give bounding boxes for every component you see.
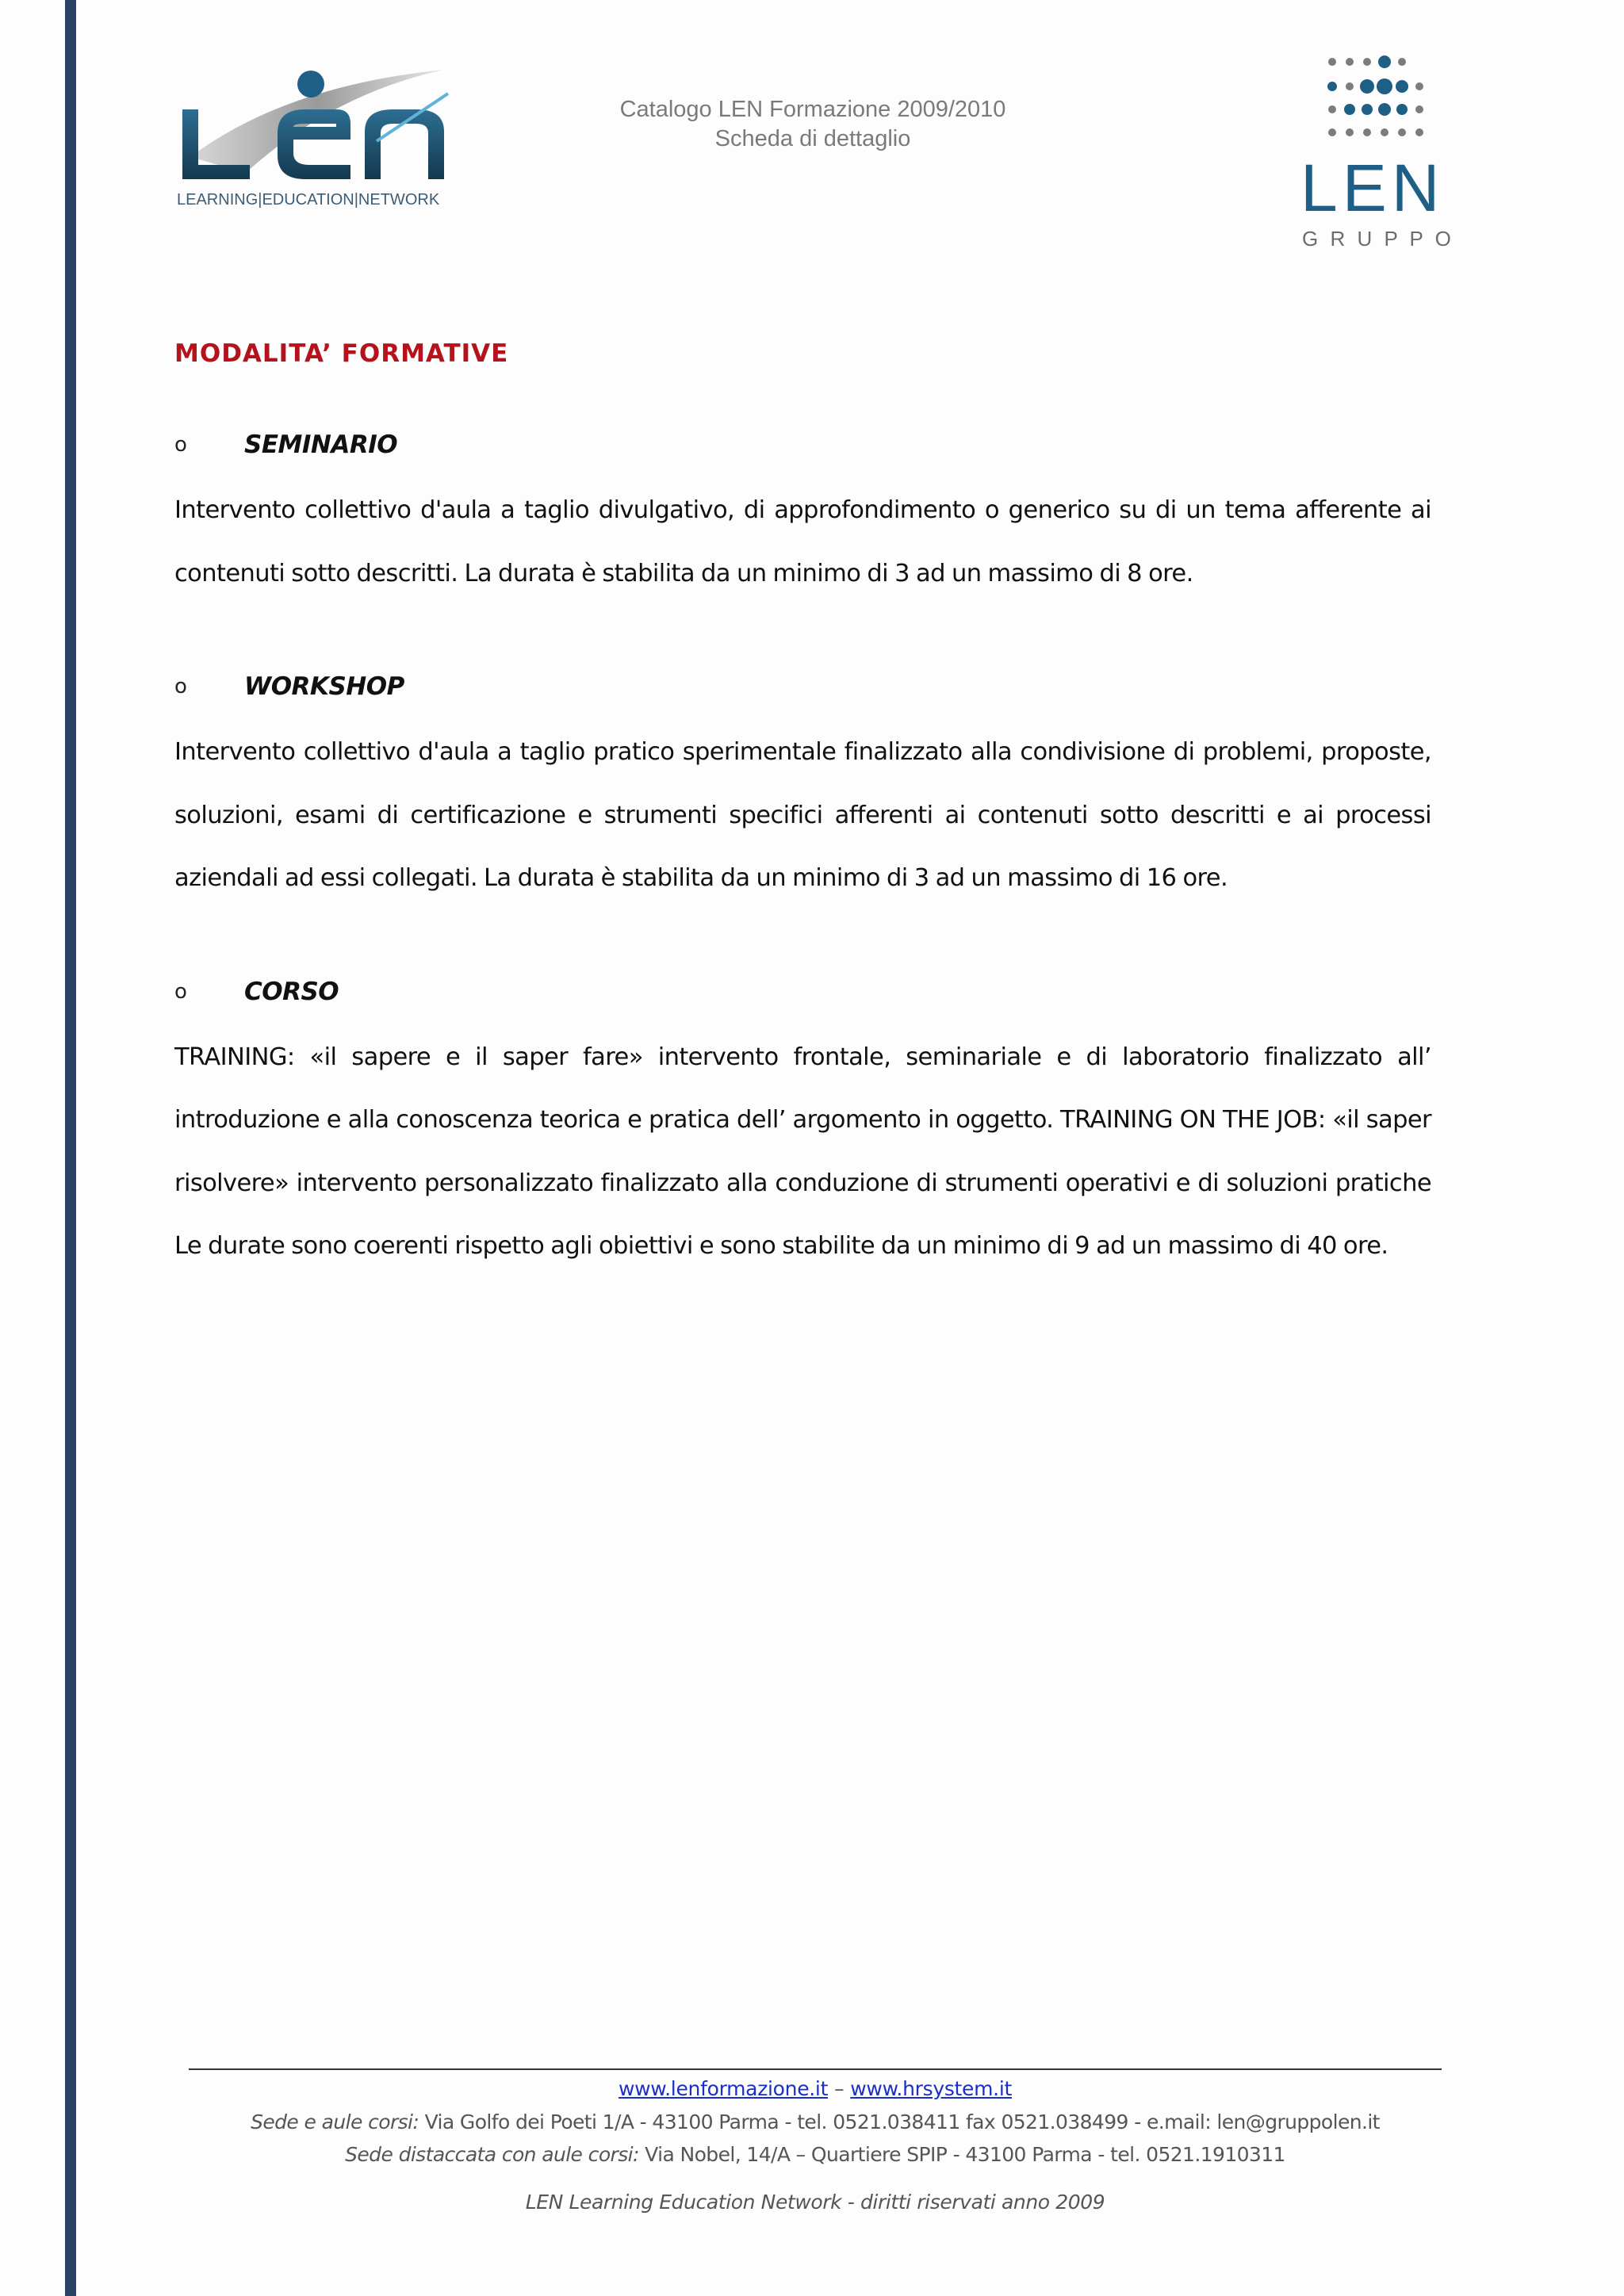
catalog-subtitle: Scheda di dettaglio — [714, 126, 911, 151]
item-title: WORKSHOP — [244, 672, 404, 701]
len-gruppo-logo — [1293, 52, 1475, 258]
len-learning-logo — [174, 62, 460, 212]
footer-divider — [189, 2068, 1442, 2070]
item-title: SEMINARIO — [244, 430, 398, 459]
lenformazione-link[interactable]: www.lenformazione.it — [619, 2077, 829, 2100]
document-header — [508, 95, 1118, 154]
item-description: Intervento collettivo d'aula a taglio pratico sperimentale finalizzato alla condivisione di problemi, proposte, soluzioni, esami di certificazione e strumenti specifici afferenti ai contenuti sotto descritti e ai processi aziendali ad essi collegati. La durata è stabilita da un minimo di 3 ad un massimo di 16 ore. — [174, 738, 1431, 892]
list-item — [174, 972, 1431, 1278]
link-separator: – — [834, 2077, 845, 2100]
item-title: CORSO — [244, 977, 339, 1006]
left-margin-bar — [65, 0, 76, 2296]
circle-bullet-icon: o — [174, 979, 187, 1004]
gruppo-logo-name: LEN — [1300, 151, 1445, 225]
footer-address-main: Sede e aule corsi: Via Golfo dei Poeti 1/A - 43100 Parma - tel. 0521.038411 fax 0521.038499 - e.mail: len@gruppolen.it — [251, 2110, 1380, 2133]
item-description: Intervento collettivo d'aula a taglio divulgativo, di approfondimento o generico su di un tema afferente ai contenuti sotto descritti. La durata è stabilita da un minimo di 3 ad un massimo di 8 ore. — [174, 496, 1431, 587]
section-title: MODALITA’ FORMATIVE — [174, 339, 509, 368]
footer-address-branch: Sede distaccata con aule corsi: Via Nobel, 14/A – Quartiere SPIP - 43100 Parma - tel. 0521.1910311 — [345, 2143, 1285, 2166]
catalog-title: Catalogo LEN Formazione 2009/2010 — [619, 97, 1006, 122]
circle-bullet-icon: o — [174, 433, 187, 457]
circle-bullet-icon: o — [174, 675, 187, 698]
gruppo-logo-sub: G R U P P O — [1302, 227, 1454, 251]
list-item — [174, 425, 1431, 605]
footer-rights: LEN Learning Education Network - diritti riservati anno 2009 — [525, 2191, 1105, 2214]
hrsystem-link[interactable]: www.hrsystem.it — [850, 2077, 1012, 2100]
main-content — [174, 339, 1431, 1278]
page-footer — [189, 2072, 1442, 2218]
item-description: TRAINING: «il sapere e il saper fare» intervento frontale, seminariale e di laboratorio finalizzato all’ introduzione e alla conoscenza teorica e pratica dell’ argomento in oggetto. TRAINING ON THE JOB: «il saper risolvere» intervento personalizzato finalizzato alla conduzione di strumenti operativi e di soluzioni pratiche Le durate sono coerenti rispetto agli obiettivi e sono stabilite da un minimo di 9 ad un massimo di 40 ore. — [174, 1043, 1431, 1260]
list-item — [174, 667, 1431, 910]
len-logo-caption: LEARNING|EDUCATION|NETWORK — [177, 191, 440, 209]
